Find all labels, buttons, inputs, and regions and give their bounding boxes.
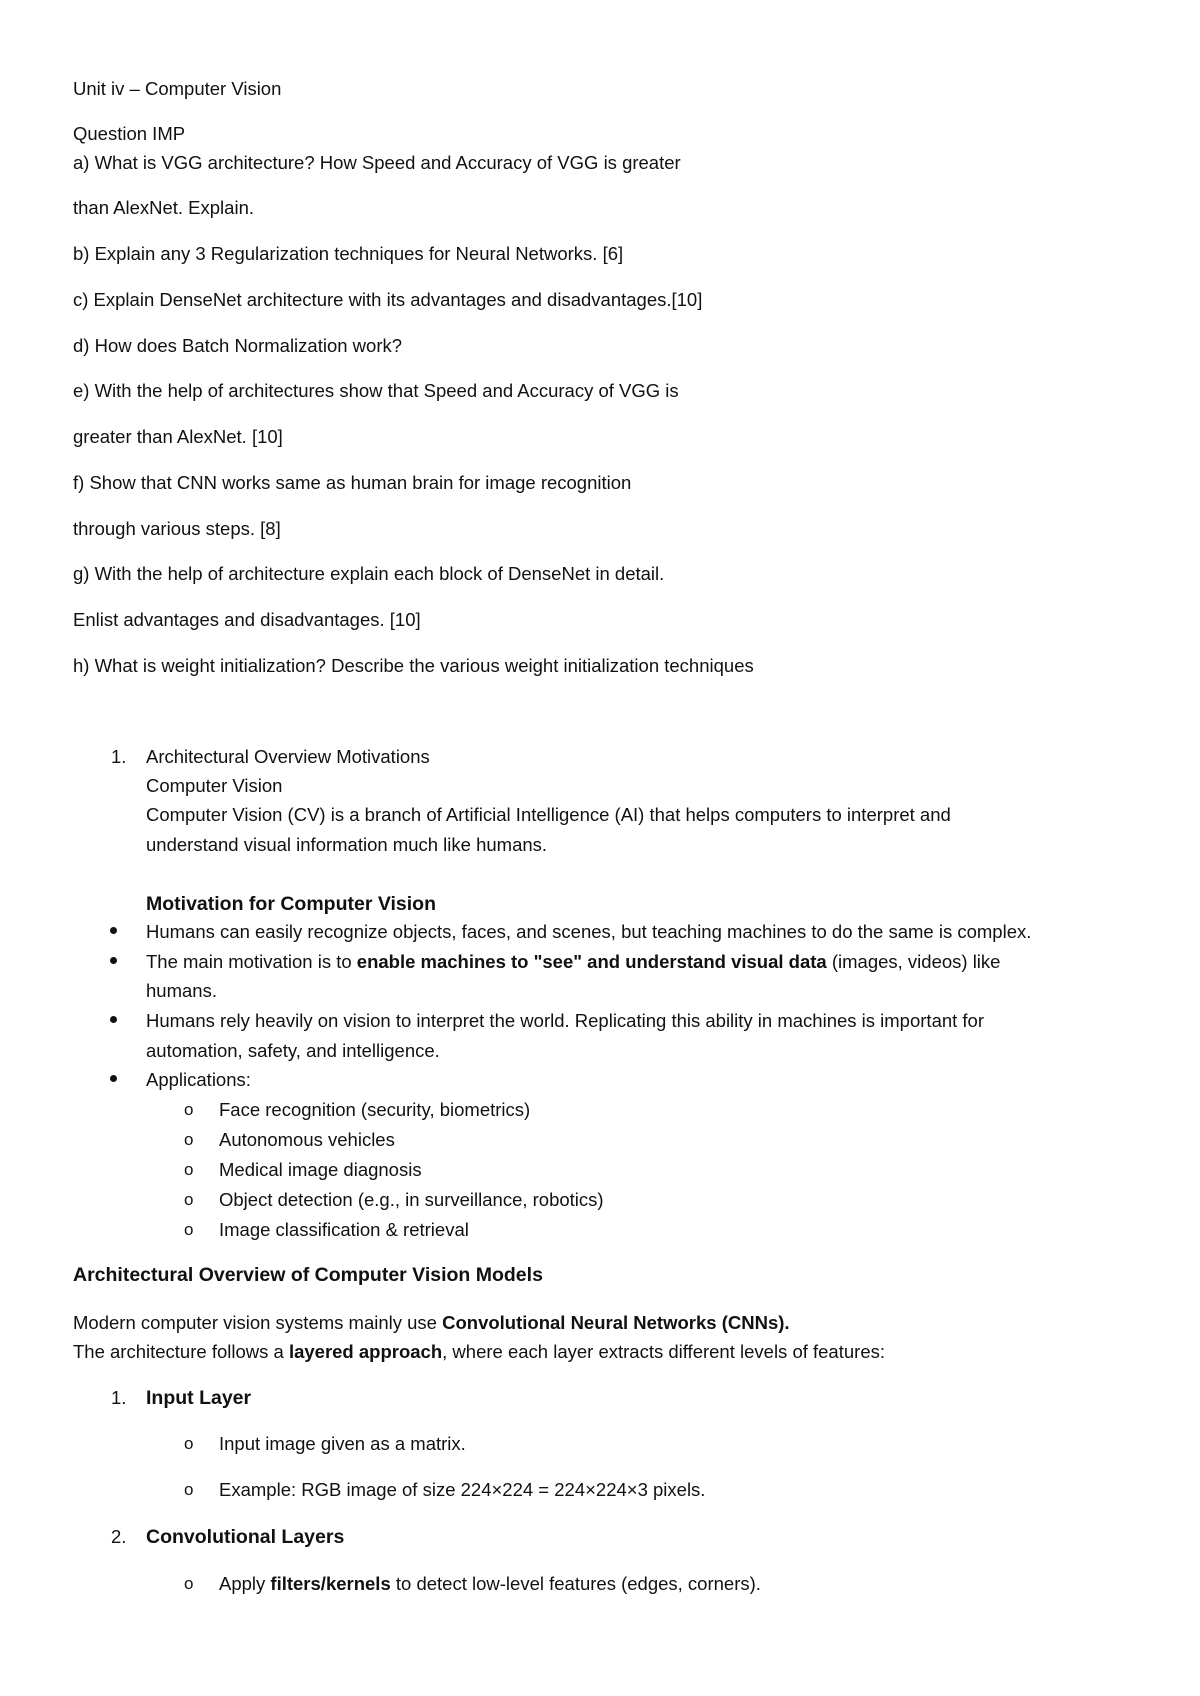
sub-bullet-marker: o xyxy=(184,1100,194,1119)
question-g-line2: Enlist advantages and disadvantages. [10] xyxy=(73,609,421,630)
motivation-bullet-4: Applications: xyxy=(146,1069,251,1090)
cv-definition-line2: understand visual information much like humans. xyxy=(146,834,548,855)
bullet-marker xyxy=(110,957,117,964)
question-d: d) How does Batch Normalization work? xyxy=(73,335,403,356)
sub-bullet-marker: o xyxy=(184,1434,194,1453)
motivation-bullet-2-line2: humans. xyxy=(146,980,217,1001)
motivation-bullet-2 xyxy=(146,950,1000,974)
motivation-bullet-3-line2: automation, safety, and intelligence. xyxy=(146,1040,440,1061)
layer2-item-1-text: Apply xyxy=(219,1573,271,1594)
sub-bullet-marker: o xyxy=(184,1574,194,1593)
bullet-marker xyxy=(110,927,117,934)
motivation-heading: Motivation for Computer Vision xyxy=(146,893,436,915)
sub-bullet-marker: o xyxy=(184,1190,194,1209)
layer2-item-1-text-end: to detect low-level features (edges, corners). xyxy=(390,1573,761,1594)
application-item: Image classification & retrieval xyxy=(219,1219,469,1240)
layer2-item-1 xyxy=(219,1572,761,1596)
overview-heading: Architectural Overview of Computer Vision Models xyxy=(73,1264,543,1286)
section1-number: 1. xyxy=(111,746,127,767)
application-item: Autonomous vehicles xyxy=(219,1129,395,1150)
question-h: h) What is weight initialization? Describe the various weight initialization techniques xyxy=(73,655,754,676)
application-item: Face recognition (security, biometrics) xyxy=(219,1099,531,1120)
overview-line-1-bold: Convolutional Neural Networks (CNNs). xyxy=(442,1312,790,1333)
layer2-title: Convolutional Layers xyxy=(146,1526,345,1548)
question-b: b) Explain any 3 Regularization techniques for Neural Networks. [6] xyxy=(73,243,624,264)
overview-line-1-text: Modern computer vision systems mainly use xyxy=(73,1312,443,1333)
sub-bullet-marker: o xyxy=(184,1480,194,1499)
layer2-number: 2. xyxy=(111,1526,127,1547)
layer1-item-1: Input image given as a matrix. xyxy=(219,1433,466,1454)
layer1-number: 1. xyxy=(111,1387,127,1408)
application-item: Object detection (e.g., in surveillance, robotics) xyxy=(219,1189,604,1210)
overview-line-2-text-end: , where each layer extracts different levels of features: xyxy=(442,1341,885,1362)
layer1-title: Input Layer xyxy=(146,1387,252,1409)
question-heading: Question IMP xyxy=(73,123,186,144)
motivation-bullet-1: Humans can easily recognize objects, faces, and scenes, but teaching machines to do the same is complex. xyxy=(146,921,1032,942)
layer1-item-2: Example: RGB image of size 224×224 = 224×224×3 pixels. xyxy=(219,1479,706,1500)
cv-definition-line1: Computer Vision (CV) is a branch of Artificial Intelligence (AI) that helps computers to interpret and xyxy=(146,804,951,825)
sub-bullet-marker: o xyxy=(184,1220,194,1239)
bullet-marker xyxy=(110,1075,117,1082)
sub-bullet-marker: o xyxy=(184,1130,194,1149)
section1-title: Architectural Overview Motivations xyxy=(146,746,430,767)
overview-line-1 xyxy=(73,1311,790,1335)
unit-title: Unit iv – Computer Vision xyxy=(73,78,282,99)
overview-line-2 xyxy=(73,1340,885,1364)
question-a-line2: than AlexNet. Explain. xyxy=(73,197,254,218)
bullet-2-text: The main motivation is to xyxy=(146,951,357,972)
bullet-marker xyxy=(110,1016,117,1023)
motivation-bullet-3-line1: Humans rely heavily on vision to interpret the world. Replicating this ability in machines is important for xyxy=(146,1010,985,1031)
question-e-line1: e) With the help of architectures show that Speed and Accuracy of VGG is xyxy=(73,380,679,401)
question-f-line2: through various steps. [8] xyxy=(73,518,281,539)
question-g-line1: g) With the help of architecture explain each block of DenseNet in detail. xyxy=(73,563,665,584)
question-c: c) Explain DenseNet architecture with its advantages and disadvantages.[10] xyxy=(73,289,703,310)
layer2-item-1-bold: filters/kernels xyxy=(270,1573,391,1594)
bullet-2-text-end: (images, videos) like xyxy=(826,951,1001,972)
overview-line-2-text: The architecture follows a xyxy=(73,1341,289,1362)
question-e-line2: greater than AlexNet. [10] xyxy=(73,426,283,447)
application-item: Medical image diagnosis xyxy=(219,1159,422,1180)
bullet-2-bold-text: enable machines to "see" and understand visual data xyxy=(356,951,827,972)
sub-bullet-marker: o xyxy=(184,1160,194,1179)
section1-subtitle: Computer Vision xyxy=(146,775,283,796)
question-f-line1: f) Show that CNN works same as human brain for image recognition xyxy=(73,472,632,493)
overview-line-2-bold: layered approach xyxy=(288,1341,443,1362)
question-a-line1: a) What is VGG architecture? How Speed and Accuracy of VGG is greater xyxy=(73,152,681,173)
